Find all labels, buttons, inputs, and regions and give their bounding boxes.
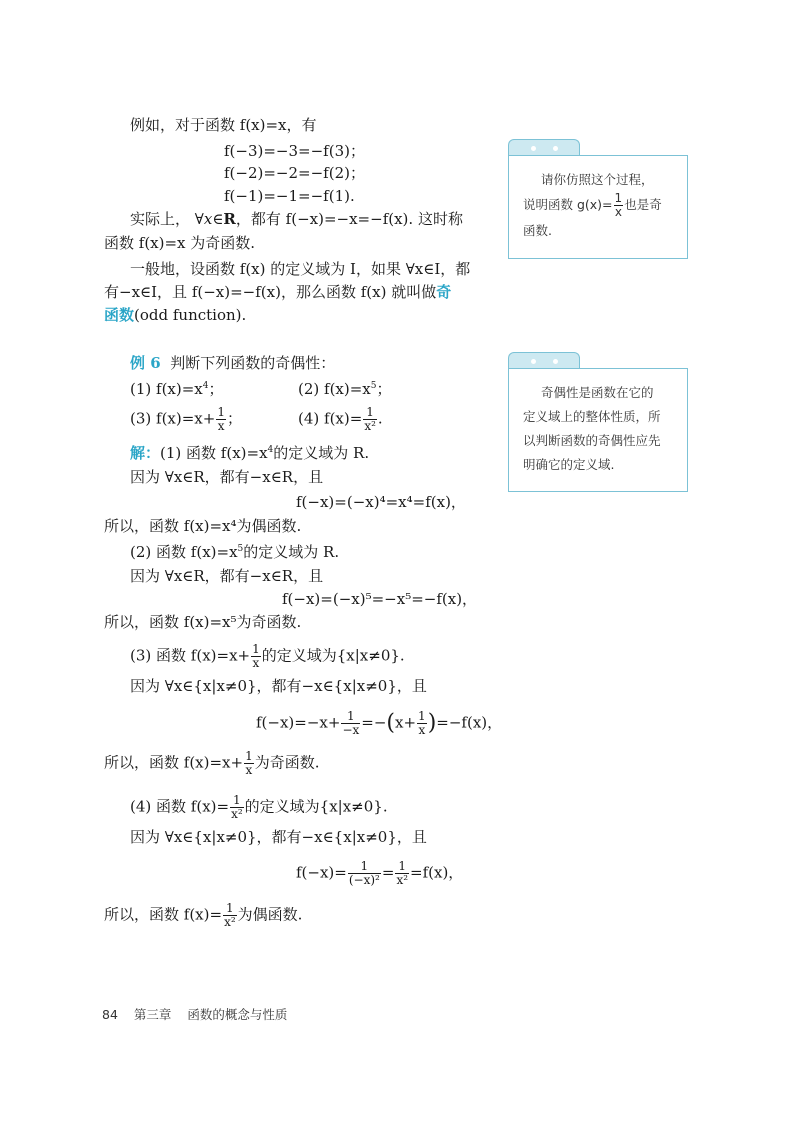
solution-2-concl: 所以，函数 f(x)=x⁵为奇函数.: [104, 613, 302, 631]
solution-3-concl: 所以，函数 f(x)=x+ $\frac{1}{x}$ 为奇函数.: [104, 749, 320, 777]
paragraph-1: 实际上， ∀x∈R，都有 f(−x)=−x=−f(x). 这时称: [130, 210, 463, 228]
example-item-4: (4) f(x)= $\frac{1}{\text{x²}}$ .: [298, 405, 383, 433]
solution-1-reason: 因为 ∀x∈R，都有−x∈R，且: [130, 468, 324, 486]
solution-3-reason: 因为 ∀x∈{x|x≠0}，都有−x∈{x|x≠0}，且: [130, 677, 427, 695]
solution-1: 解：(1) 函数 $f(x)=x^4$的定义域为 R.: [130, 444, 370, 462]
solution-2: (2) 函数 $f(x)=x^5$的定义域为 R.: [130, 543, 340, 561]
solution-4-eq: f(−x)= $\frac{1}{\text{(−x)²}}$ = $\frac{1}{\text{x²}}$ =f(x)，: [296, 859, 464, 887]
example-item-1: (1) $f(x)=x^4$；: [130, 380, 224, 398]
intro-lead: 例如，对于函数 f(x)=x，有: [130, 116, 317, 134]
paragraph-1-cont: 函数 f(x)=x 为奇函数.: [104, 234, 256, 252]
chapter-label: 第三章: [133, 1007, 172, 1022]
page-number: 84: [102, 1007, 118, 1022]
example-item-3: (3) f(x)=x+ $\frac{1}{x}$ ；: [130, 405, 242, 433]
intro-eq-1: f(−3)=−3=−f(3)；: [224, 142, 365, 160]
solution-4-reason: 因为 ∀x∈{x|x≠0}，都有−x∈{x|x≠0}，且: [130, 828, 427, 846]
example-item-2: (2) $f(x)=x^5$；: [298, 380, 392, 398]
solution-1-concl: 所以，函数 f(x)=x⁴为偶函数.: [104, 517, 302, 535]
solution-4-concl: 所以，函数 f(x)= $\frac{1}{\text{x²}}$ 为偶函数.: [104, 901, 303, 929]
solution-4: (4) 函数 f(x)= $\frac{1}{\text{x²}}$ 的定义域为{x|x≠0}.: [130, 793, 388, 821]
solution-label: 解：: [130, 444, 161, 462]
solution-3-eq: f(−x)=−x+ $\frac{1}{-x}$ =−(x+ $\frac{1}{x}$ )=−f(x)，: [256, 709, 503, 737]
solution-2-eq: f(−x)=(−x)⁵=−x⁵=−f(x)，: [282, 590, 478, 608]
solution-3: (3) 函数 f(x)=x+ $\frac{1}{x}$ 的定义域为{x|x≠0}.: [130, 642, 405, 670]
example-6: 例 6 判断下列函数的奇偶性：: [130, 354, 336, 372]
intro-eq-2: f(−2)=−2=−f(2)；: [224, 164, 365, 182]
paragraph-2: 一般地，设函数 f(x) 的定义域为 I，如果 ∀x∈I，都: [130, 260, 471, 278]
intro-eq-3: f(−1)=−1=−f(1).: [224, 187, 355, 205]
term-odd-function: 奇: [436, 283, 452, 301]
paragraph-2-cont: 有−x∈I，且 f(−x)=−f(x)，那么函数 f(x) 就叫做奇: [104, 283, 452, 301]
solution-2-reason: 因为 ∀x∈R，都有−x∈R，且: [130, 567, 324, 585]
page-footer: [102, 1005, 287, 1023]
example-label: 例 6: [130, 354, 161, 372]
solution-1-eq: f(−x)=(−x)⁴=x⁴=f(x)，: [296, 493, 466, 511]
chapter-title: 函数的概念与性质: [187, 1007, 288, 1022]
paragraph-2-end: 函数(odd function).: [104, 306, 247, 324]
